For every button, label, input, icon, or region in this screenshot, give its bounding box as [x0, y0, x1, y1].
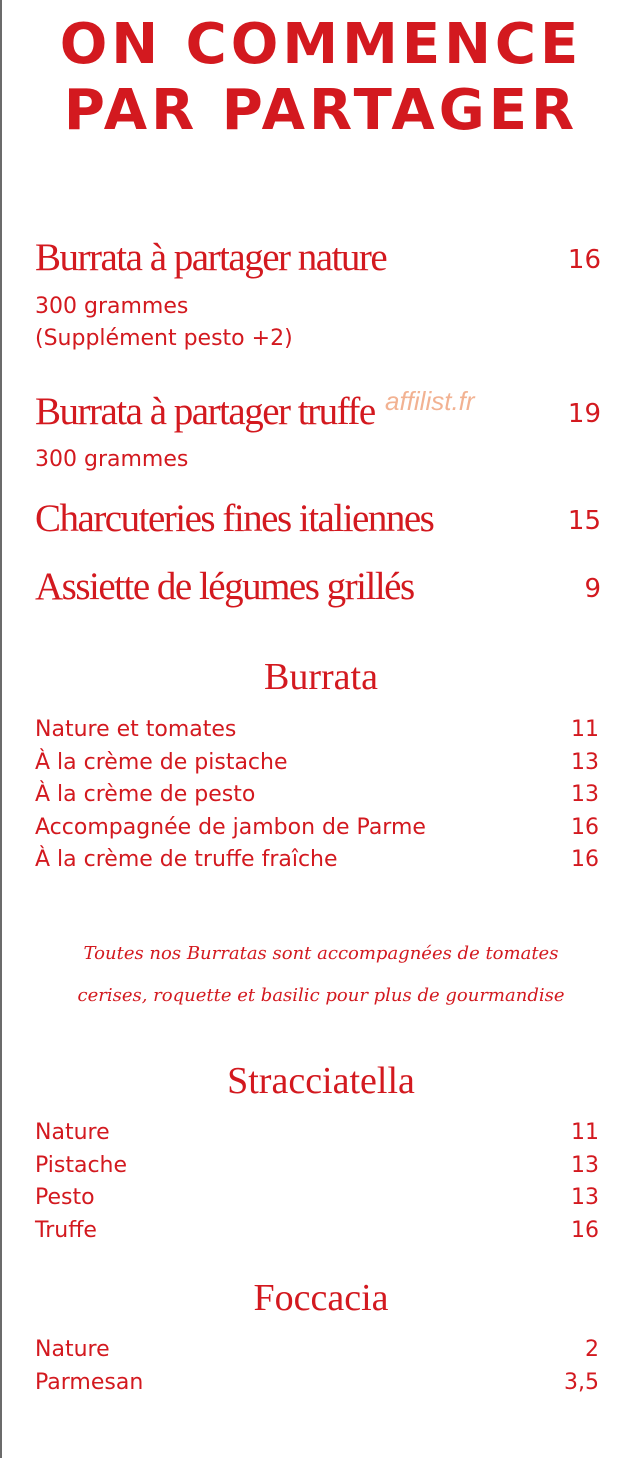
item-price: 13 [571, 749, 599, 775]
item-name: Assiette de légumes grillés [35, 565, 414, 608]
item-name: Burrata à partager nature [35, 236, 387, 279]
item-price: 11 [571, 717, 599, 742]
item-name: Burrata à partager truffe [35, 390, 375, 433]
section-heading-burrata: Burrata [264, 656, 378, 698]
list-item [35, 812, 599, 845]
menu-item-legumes [35, 563, 601, 619]
list-item [35, 714, 599, 747]
item-price: 11 [571, 1120, 599, 1145]
item-price: 13 [571, 1185, 599, 1210]
burrata-note-line-2: cerises, roquette et basilic pour plus de gourmandise [77, 985, 565, 1006]
list-item [35, 779, 599, 812]
item-price: 16 [567, 245, 601, 275]
item-name: À la crème de pistache [35, 749, 288, 775]
list-item [35, 1150, 599, 1183]
item-name: Pesto [35, 1185, 95, 1210]
item-price: 16 [571, 814, 599, 840]
item-weight: 300 grammes [35, 294, 189, 319]
list-item [35, 1182, 599, 1215]
menu-item-burrata-nature [35, 234, 601, 290]
item-price: 16 [571, 847, 599, 872]
burrata-list [35, 714, 599, 877]
list-item [35, 1367, 599, 1400]
item-name: Nature [35, 1337, 110, 1362]
section-heading-stracciatella: Stracciatella [227, 1060, 415, 1102]
watermark: affilist.fr [385, 386, 475, 416]
section-heading-foccacia: Foccacia [253, 1277, 389, 1319]
item-price: 13 [571, 782, 599, 807]
list-item [35, 1334, 599, 1367]
item-supplement: (Supplément pesto +2) [35, 326, 293, 351]
item-name: Nature et tomates [35, 717, 237, 742]
page-title-line-1: ON COMMENCE [59, 12, 583, 77]
item-price: 3,5 [564, 1369, 599, 1395]
item-name: Truffe [35, 1217, 97, 1243]
menu-item-charcuteries [35, 495, 601, 551]
item-price: 2 [585, 1337, 599, 1362]
item-price: 16 [571, 1217, 599, 1243]
item-name: Accompagnée de jambon de Parme [35, 814, 426, 840]
item-name: À la crème de truffe fraîche [35, 847, 338, 872]
item-price: 13 [571, 1152, 599, 1178]
item-name: Parmesan [35, 1369, 144, 1395]
left-border [0, 0, 2, 1458]
item-name: Pistache [35, 1152, 128, 1178]
foccacia-list [35, 1334, 599, 1399]
item-price: 9 [584, 574, 601, 604]
page-title-line-2: PAR PARTAGER [63, 78, 579, 143]
item-weight: 300 grammes [35, 447, 189, 472]
stracciatella-list [35, 1117, 599, 1247]
item-price: 19 [567, 399, 601, 429]
list-item [35, 844, 599, 877]
list-item [35, 747, 599, 780]
item-name: Charcuteries fines italiennes [35, 497, 434, 540]
list-item [35, 1215, 599, 1248]
list-item [35, 1117, 599, 1150]
menu-item-burrata-truffe [35, 388, 601, 444]
item-name: À la crème de pesto [35, 782, 256, 807]
burrata-note-line-1: Toutes nos Burratas sont accompagnées de tomates [83, 943, 559, 964]
item-name: Nature [35, 1120, 110, 1145]
item-price: 15 [567, 506, 601, 536]
